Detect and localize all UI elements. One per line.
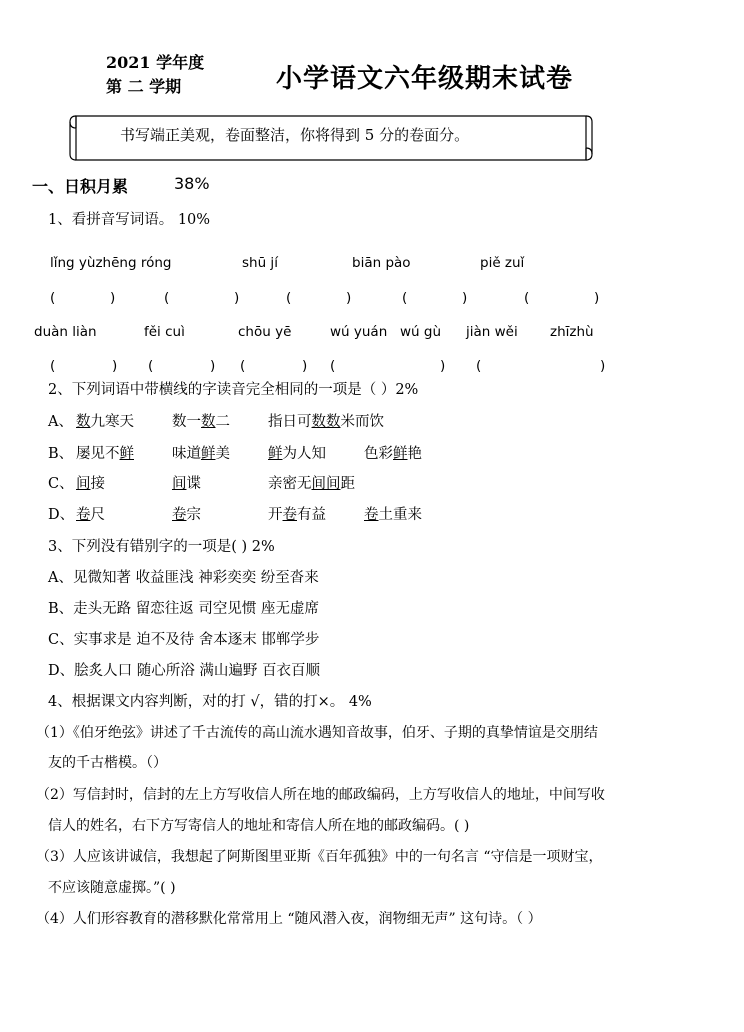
option-item: 数一数二 [172, 414, 230, 430]
option-label: A、 [48, 414, 73, 430]
option-item: 屡见不鲜 [76, 446, 134, 462]
judge-item-2-line1: （2）写信封时，信封的左上方写收信人所在地的邮政编码，上方写收信人的地址，中间写收 [36, 787, 605, 803]
option-item: 色彩鲜艳 [364, 446, 422, 462]
school-year: 2021 学年度 [106, 53, 205, 72]
scroll-text: 书写端正美观，卷面整洁，你将得到 5 分的卷面分。 [120, 126, 470, 144]
option-item: 间谍 [172, 476, 201, 492]
pinyin-10: jiàn wěi [466, 324, 518, 340]
pinyin-6: fěi cuì [144, 324, 185, 340]
answer-paren-open[interactable]: ( [164, 290, 170, 306]
answer-paren-close[interactable]: ) [346, 290, 352, 306]
option-item: 鲜为人知 [268, 446, 326, 462]
option-label: B、 [48, 446, 74, 462]
option-item: 味道鲜美 [172, 446, 230, 462]
page-title: 小学语文六年级期末试卷 [276, 64, 574, 94]
pinyin-9: wú gù [400, 324, 442, 340]
pinyin-4: piě zuǐ [480, 255, 525, 271]
pinyin-8: wú yuán [330, 324, 388, 340]
option-item: 亲密无间间距 [268, 476, 355, 492]
option-item: 开卷有益 [268, 507, 326, 523]
pinyin-1: lǐng yùzhēng róng [50, 255, 172, 271]
option-item: 间接 [76, 476, 105, 492]
option-item: 卷土重来 [364, 507, 422, 523]
answer-paren-close[interactable]: ) [110, 290, 116, 306]
pinyin-7: chōu yē [238, 324, 292, 340]
answer-paren-close[interactable]: ) [462, 290, 468, 306]
option-item: 卷宗 [172, 507, 201, 523]
semester: 第 二 学期 [106, 77, 182, 96]
answer-paren-close[interactable]: ) [112, 358, 118, 374]
pinyin-11: zhīzhù [550, 324, 594, 340]
answer-paren-close[interactable]: ) [234, 290, 240, 306]
judge-item-3-line1: （3）人应该讲诚信，我想起了阿斯图里亚斯《百年孤独》中的一句名言 “守信是一项财宝， [36, 849, 603, 865]
pinyin-2: shū jí [242, 255, 278, 271]
answer-paren-open[interactable]: ( [286, 290, 292, 306]
judge-item-1-line2: 友的千古楷模。（） [48, 755, 167, 771]
answer-paren-open[interactable]: ( [50, 290, 56, 306]
option-label: C、 [48, 476, 74, 492]
pinyin-3: biān pào [352, 255, 411, 271]
judge-item-3-line2: 不应该随意虚掷。”( ) [48, 880, 176, 896]
judge-item-2-line2: 信人的姓名，右下方写寄信人的地址和寄信人所在地的邮政编码。( ) [48, 818, 470, 834]
question-3-stem: 3、下列没有错别字的一项是( ) 2% [48, 539, 275, 555]
option-b: B、走头无路 留恋往返 司空见惯 座无虚席 [48, 601, 319, 617]
answer-paren-open[interactable]: ( [330, 358, 336, 374]
answer-paren-open[interactable]: ( [50, 358, 56, 374]
answer-paren-close[interactable]: ) [440, 358, 446, 374]
option-a: A、见微知著 收益匪浅 神彩奕奕 纷至沓来 [48, 570, 319, 586]
answer-paren-close[interactable]: ) [594, 290, 600, 306]
option-item: 数九寒天 [76, 414, 134, 430]
answer-paren-open[interactable]: ( [148, 358, 154, 374]
section-score: 38% [174, 174, 210, 193]
judge-item-1-line1: （1）《伯牙绝弦》讲述了千古流传的高山流水遇知音故事，伯牙、子期的真挚情谊是交朋结 [36, 725, 598, 741]
answer-paren-close[interactable]: ) [302, 358, 308, 374]
pinyin-5: duàn liàn [34, 324, 97, 340]
option-c: C、实事求是 迫不及待 舍本逐末 邯郸学步 [48, 632, 320, 648]
option-label: D、 [48, 507, 75, 523]
option-item: 指日可数数米而饮 [268, 414, 384, 430]
answer-paren-open[interactable]: ( [240, 358, 246, 374]
answer-paren-open[interactable]: ( [402, 290, 408, 306]
judge-item-4-line1: （4）人们形容教育的潜移默化常常用上 “随风潜入夜，润物细无声” 这句诗。（ ） [36, 911, 542, 927]
answer-paren-close[interactable]: ) [210, 358, 216, 374]
option-d: D、脍炙人口 随心所浴 满山遍野 百衣百顺 [48, 663, 320, 679]
section-title: 一、日积月累 [32, 177, 129, 196]
answer-paren-open[interactable]: ( [476, 358, 482, 374]
answer-paren-open[interactable]: ( [524, 290, 530, 306]
question-4-stem: 4、根据课文内容判断，对的打 √，错的打×。 4% [48, 694, 372, 710]
question-2-stem: 2、下列词语中带横线的字读音完全相同的一项是（ ）2% [48, 382, 419, 398]
answer-paren-close[interactable]: ) [600, 358, 606, 374]
option-item: 卷尺 [76, 507, 105, 523]
question-1-stem: 1、看拼音写词语。 10% [48, 212, 211, 228]
